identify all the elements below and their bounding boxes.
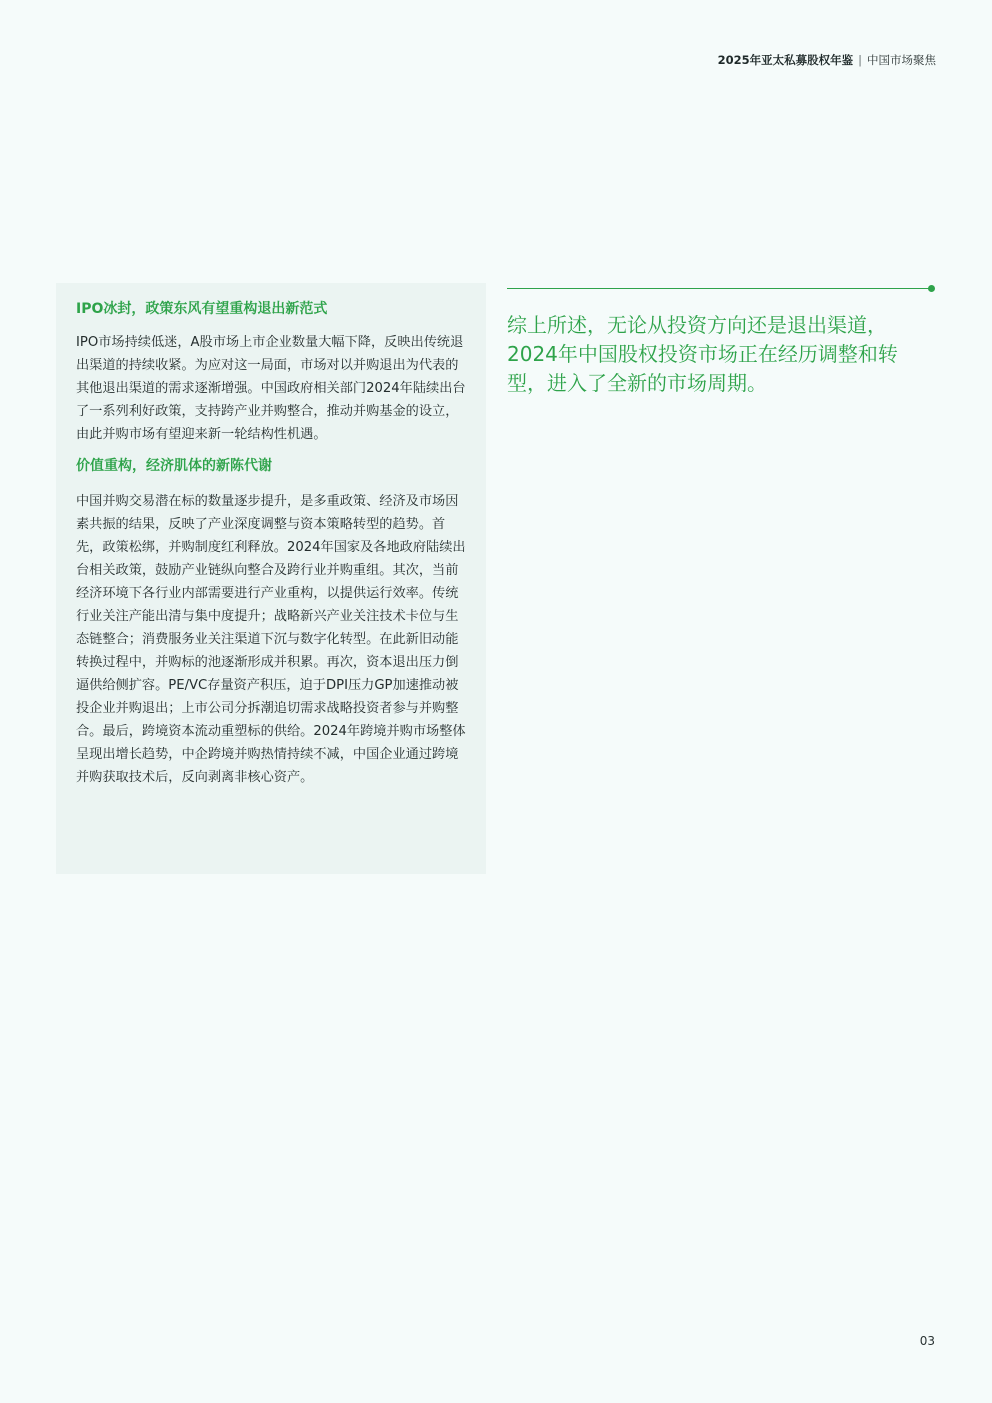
page-header: [718, 52, 936, 68]
summary-callout: 综上所述，无论从投资方向还是退出渠道，2024年中国股权投资市场正在经历调整和转型，进入了全新的市场周期。: [507, 313, 898, 395]
header-separator: |: [858, 53, 862, 67]
callout-divider-line: [507, 288, 931, 289]
content-panel: [56, 283, 486, 874]
report-title: 2025年亚太私募股权年鉴: [717, 53, 854, 67]
section2-body: 中国并购交易潜在标的数量逐步提升，是多重政策、经济及市场因素共振的结果，反映了产业深度调整与资本策略转型的趋势。首先，政策松绑，并购制度红利释放。2024年国家及各地政府陆续出台相关政策，鼓励产业链纵向整合及跨行业并购重组。其次，当前经济环境下各行业内部需要进行产业重构，以提供运行效率。传统行业关注产能出清与集中度提升；战略新兴产业关注技术卡位与生态链整合；消费服务业关注渠道下沉与数字化转型。在此新旧动能转换过程中，并购标的池逐渐形成并积累。再次，资本退出压力倒逼供给侧扩容。PE/VC存量资产积压，迫于DPI压力GP加速推动被投企业并购退出；上市公司分拆潮追切需求战略投资者参与并购整合。最后，跨境资本流动重塑标的供给。2024年跨境并购市场整体呈现出增长趋势，中企跨境并购热情持续不减，中国企业通过跨境并购获取技术后，反向剥离非核心资产。: [76, 494, 466, 785]
page-number: 03: [919, 1334, 935, 1348]
header-section: 中国市场聚焦: [867, 53, 936, 67]
section2-heading: 价值重构，经济肌体的新陈代谢: [76, 458, 272, 474]
callout-divider-dot: [928, 285, 935, 292]
section1-body: IPO市场持续低迷，A股市场上市企业数量大幅下降，反映出传统退出渠道的持续收紧。为应对这一局面，市场对以并购退出为代表的其他退出渠道的需求逐渐增强。中国政府相关部门2024年陆续出台了一系列利好政策，支持跨产业并购整合，推动并购基金的设立，由此并购市场有望迎来新一轮结构性机遇。: [76, 335, 466, 442]
section1-heading: IPO冰封，政策东风有望重构退出新范式: [76, 301, 328, 317]
